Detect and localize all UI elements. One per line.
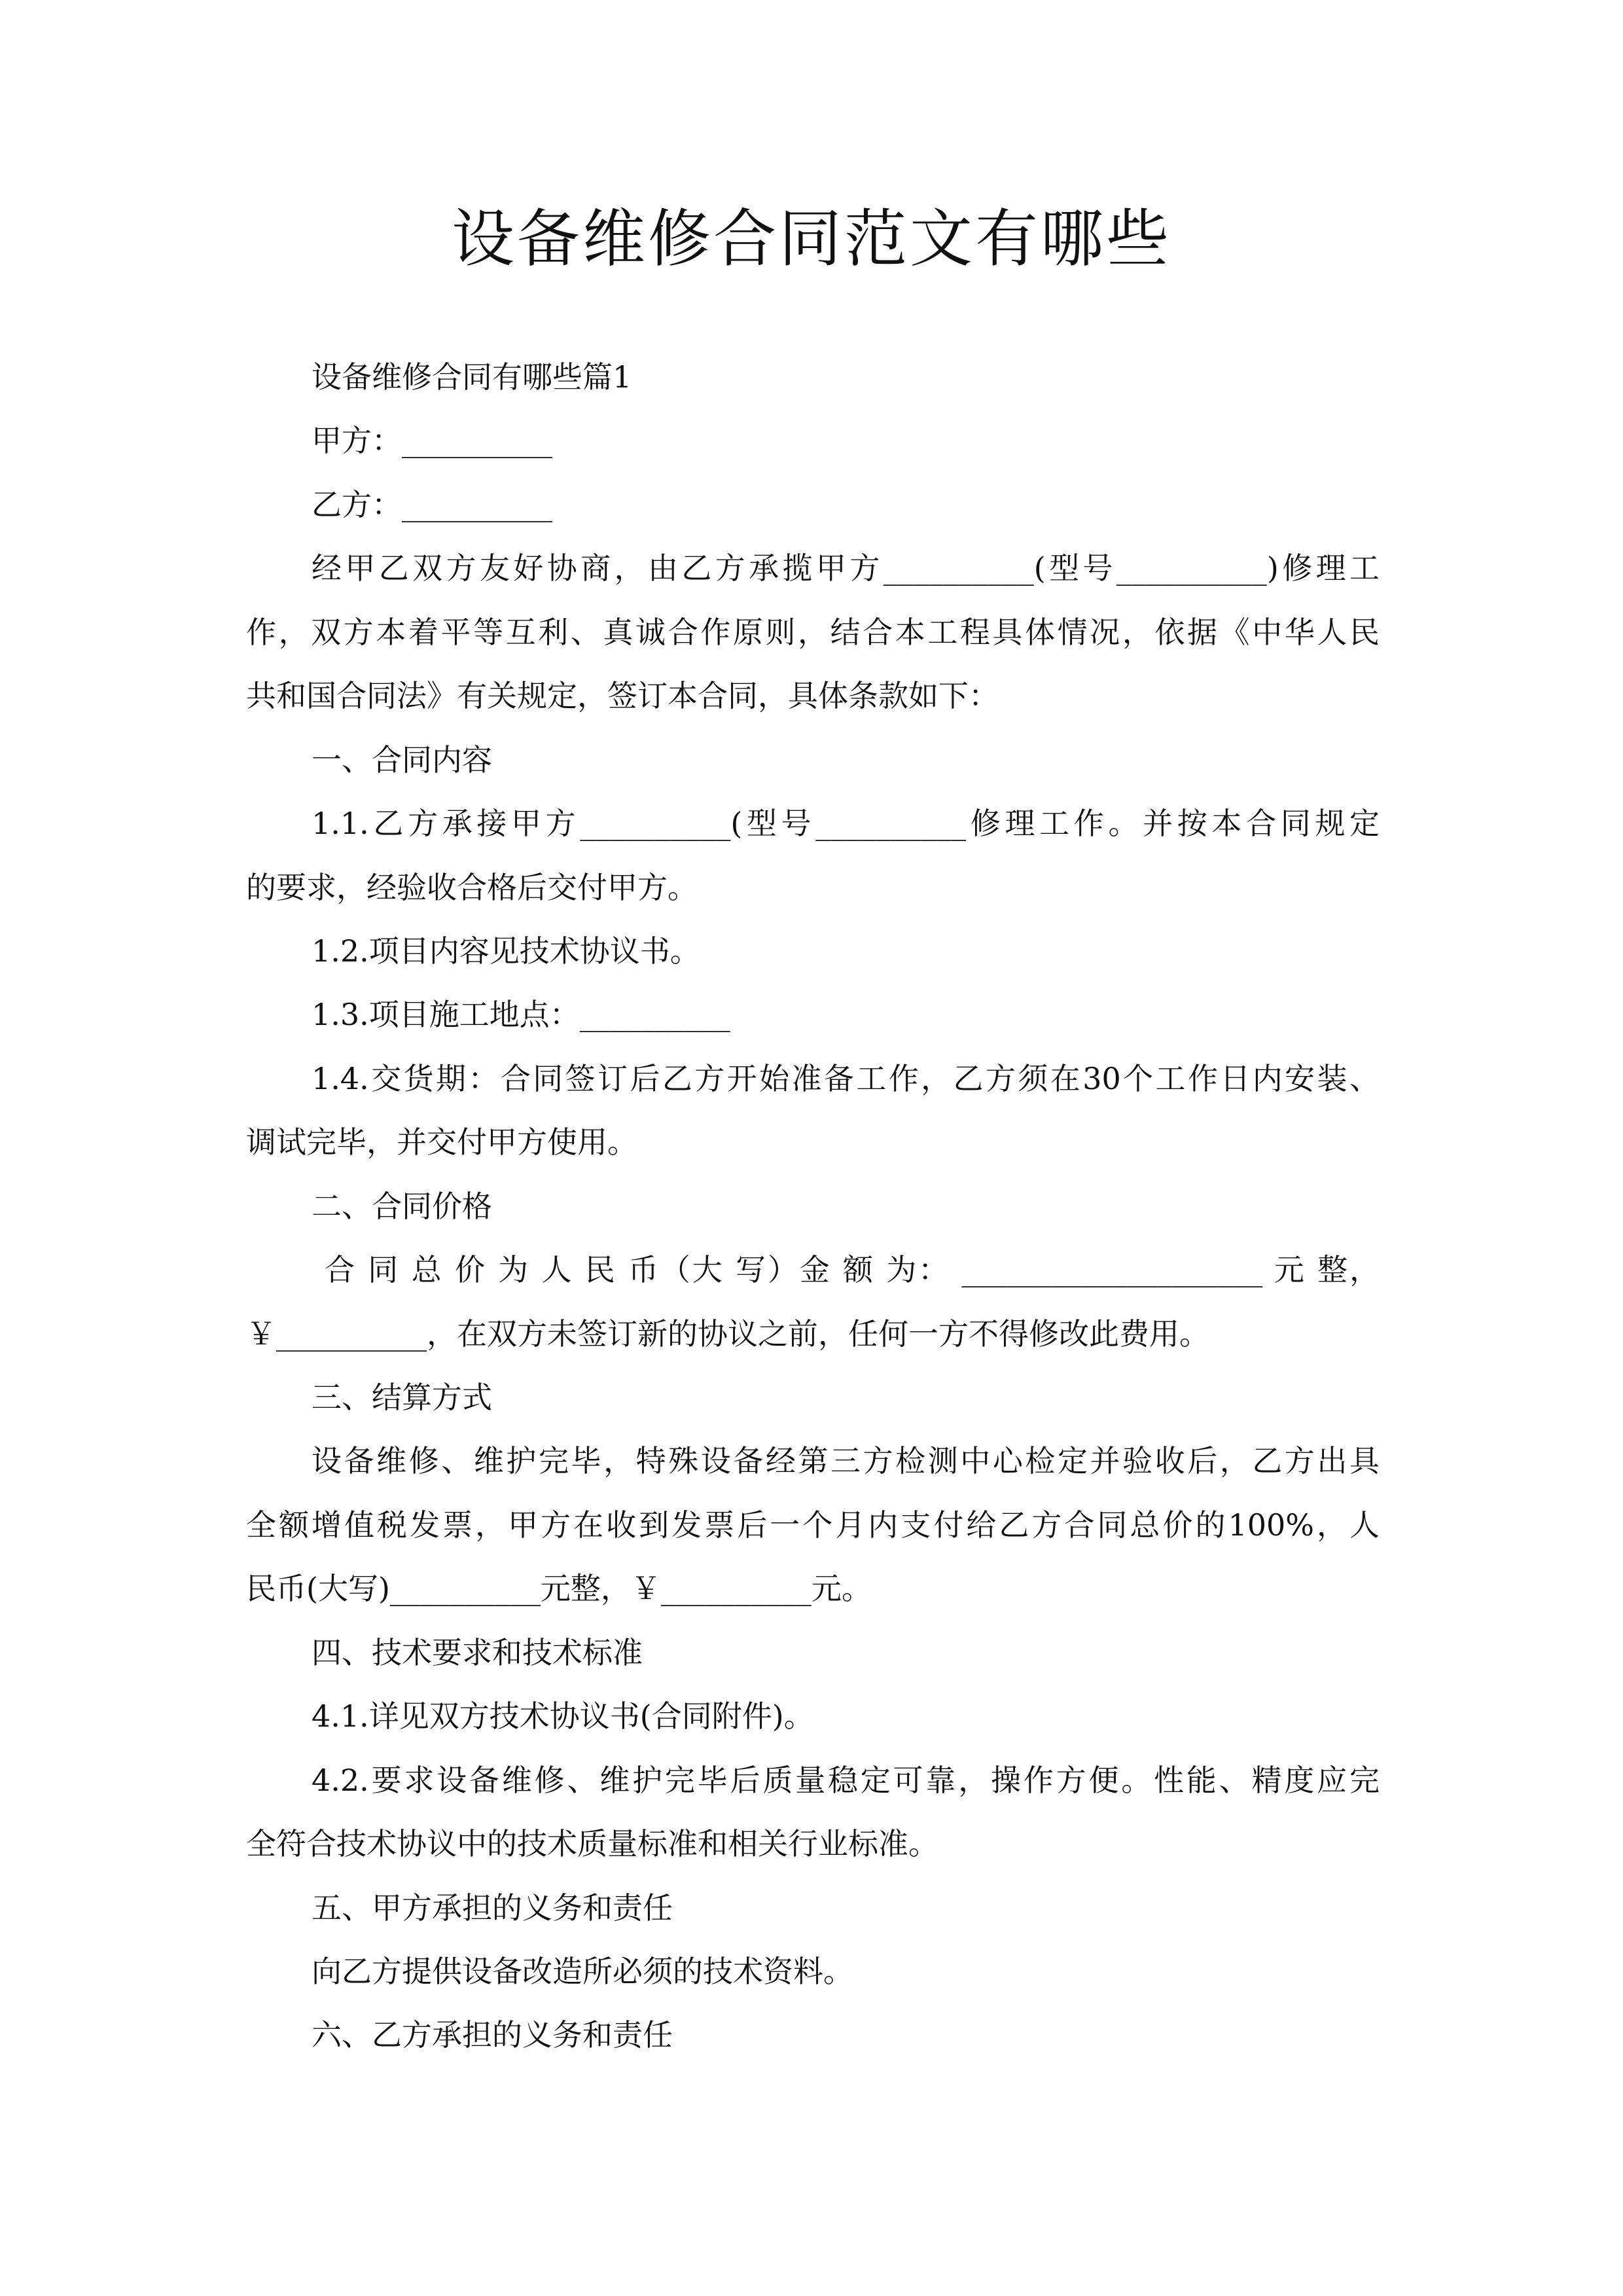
document-title: 设备维修合同范文有哪些: [452, 202, 1171, 276]
text-line: 调试完毕，并交付甲方使用。: [246, 1124, 637, 1160]
text-line: 共和国合同法》有关规定，签订本合同，具体条款如下：: [246, 678, 999, 714]
text-line: 经甲乙双方友好协商，由乙方承揽甲方__________(型号__________)修理工: [312, 550, 1380, 586]
text-line: 民币(大写)__________元整，￥__________元。: [246, 1571, 872, 1607]
text-line: 合 同 总 价 为 人 民 币（大 写）金 额 为： ____________________ 元 整，: [325, 1252, 1380, 1288]
text-line: 设备维修、维护完毕，特殊设备经第三方检测中心检定并验收后，乙方出具: [312, 1443, 1380, 1479]
text-line: 二、合同价格: [312, 1188, 492, 1224]
text-line: 全符合技术协议中的技术质量标准和相关行业标准。: [246, 1826, 938, 1862]
text-line: 全额增值税发票，甲方在收到发票后一个月内支付给乙方合同总价的100%，人: [246, 1507, 1380, 1543]
text-line: 1.1.乙方承接甲方__________(型号__________修理工作。并按本合同规定: [312, 806, 1380, 842]
text-line: 的要求，经验收合格后交付甲方。: [246, 869, 698, 905]
text-line: 乙方：__________: [312, 486, 552, 522]
text-line: 五、甲方承担的义务和责任: [312, 1890, 673, 1926]
text-line: 向乙方提供设备改造所必须的技术资料。: [312, 1953, 853, 1989]
text-line: 1.3.项目施工地点：__________: [312, 997, 730, 1033]
text-line: ￥__________，在双方未签订新的协议之前，任何一方不得修改此费用。: [246, 1316, 1209, 1352]
text-line: 一、合同内容: [312, 742, 492, 778]
text-line: 1.2.项目内容见技术协议书。: [312, 933, 700, 969]
text-line: 1.4.交货期：合同签订后乙方开始准备工作，乙方须在30个工作日内安装、: [312, 1060, 1380, 1096]
text-line: 4.1.详见双方技术协议书(合同附件)。: [312, 1698, 814, 1734]
text-line: 四、技术要求和技术标准: [312, 1634, 643, 1670]
document-body: [246, 346, 1380, 2068]
text-line: 六、乙方承担的义务和责任: [312, 2017, 673, 2053]
text-line: 三、结算方式: [312, 1380, 492, 1415]
text-line: 作，双方本着平等互利、真诚合作原则，结合本工程具体情况，依据《中华人民: [246, 614, 1380, 650]
text-line: 设备维修合同有哪些篇1: [312, 359, 632, 395]
text-line: 4.2.要求设备维修、维护完毕后质量稳定可靠，操作方便。性能、精度应完: [312, 1762, 1380, 1798]
text-line: 甲方：__________: [312, 423, 552, 459]
